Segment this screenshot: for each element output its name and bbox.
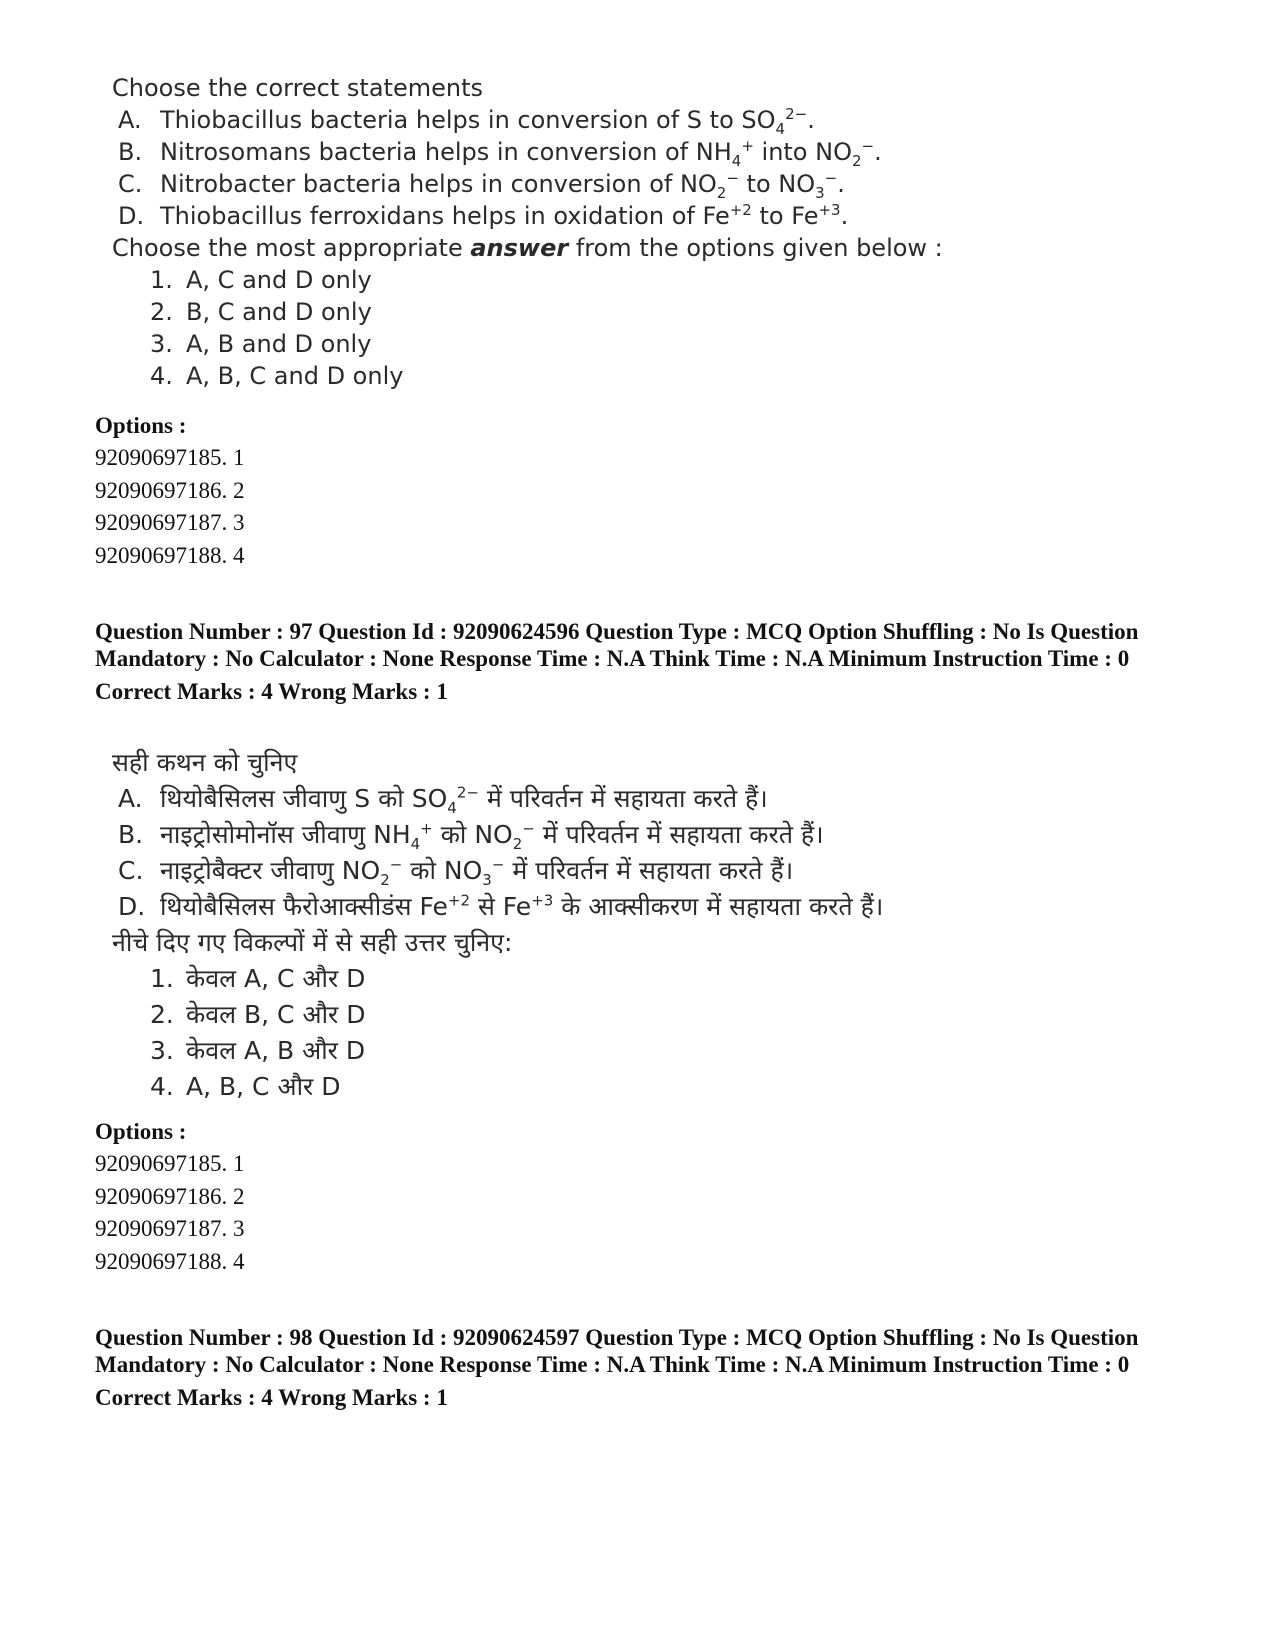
statement-c: C. Nitrobacter bacteria helps in conversion of $NO_2^-$ to $NO_3^-$. [118, 169, 845, 202]
question-instruction: नीचे दिए गए विकल्पों में से सही उत्तर चुनिए: [112, 928, 513, 957]
statement-b: B. Nitrosomans bacteria helps in conversion of $NH_4^+$ into $NO_2^-$. [118, 137, 882, 170]
statement-letter: B. [118, 138, 143, 166]
option-item: 92090697185. 1 [95, 445, 245, 470]
option-item: 92090697185. 1 [95, 1151, 245, 1176]
choice-2: 2. केवल B, C और D [150, 1000, 366, 1029]
question-98-meta [95, 1324, 1195, 1411]
question-title: Choose the correct statements [112, 74, 483, 102]
options-label: Options : [95, 413, 187, 438]
question-97-options [95, 1116, 245, 1278]
statement-letter: B. [118, 820, 144, 849]
choice-4: 4. A, B, C and D only [150, 362, 404, 390]
option-item: 92090697186. 2 [95, 477, 245, 503]
question-97-meta [95, 618, 1195, 705]
statement-d: D. Thiobacillus ferroxidans helps in oxidation of $Fe^{+2}$ to $Fe^{+3}$. [118, 201, 849, 230]
option-item: 92090697188. 4 [95, 1248, 245, 1274]
choice-3: 3. केवल A, B और D [150, 1036, 366, 1065]
question-marks: Correct Marks : 4 Wrong Marks : 1 [95, 1385, 448, 1410]
statement-letter: C. [118, 856, 144, 885]
question-96-options [95, 410, 245, 572]
choice-1: 1. A, C and D only [150, 266, 372, 294]
choice-3: 3. A, B and D only [150, 330, 372, 358]
choice-1: 1. केवल A, C और D [150, 964, 366, 993]
statement-a: A. थियोबैसिलस जीवाणु S को $SO_4^{2-}$ में परिवर्तन में सहायता करते हैं। [118, 781, 883, 817]
question-instruction: Choose the most appropriate answer from the options given below : [112, 234, 943, 262]
options-label: Options : [95, 1119, 187, 1144]
option-item: 92090697187. 3 [95, 1216, 245, 1241]
statement-a: A. Thiobacillus bacteria helps in conversion of S to $SO_4^{2-}$. [118, 105, 815, 138]
option-item: 92090697188. 4 [95, 542, 245, 568]
statement-d: D. थियोबैसिलस फैरोआक्सीडंस $Fe^{+2}$ से $Fe^{+3}$ के आक्सीकरण में सहायता करते हैं। [118, 889, 883, 925]
statement-letter: C. [118, 170, 143, 198]
option-item: 92090697186. 2 [95, 1183, 245, 1209]
choice-4: 4. A, B, C और D [150, 1072, 341, 1101]
statement-letter: A. [118, 784, 143, 813]
statement-letter: D. [118, 202, 145, 230]
question-header: Question Number : 98 Question Id : 92090624597 Question Type : MCQ Option Shuffling : No Is Question Mandatory : No Calculator : None Response Time : N.A Think Time : N.A Minimum Instruction Time : 0 [95, 1325, 1139, 1377]
question-97-image [112, 745, 883, 1105]
question-title: सही कथन को चुनिए [112, 748, 298, 777]
statement-c: C. नाइट्रोबैक्टर जीवाणु $NO_2^-$ को $NO_3^-$ में परिवर्तन में सहायता करते हैं। [118, 853, 883, 889]
option-item: 92090697187. 3 [95, 510, 245, 535]
statement-letter: A. [118, 106, 142, 134]
question-marks: Correct Marks : 4 Wrong Marks : 1 [95, 679, 448, 704]
question-96-image [112, 72, 943, 392]
statement-letter: D. [118, 892, 146, 921]
statement-b: B. नाइट्रोसोमोनॉस जीवाणु $NH_4^+$ को $NO_2^-$ में परिवर्तन में सहायता करते हैं। [118, 817, 883, 853]
choice-2: 2. B, C and D only [150, 298, 372, 326]
question-header: Question Number : 97 Question Id : 92090624596 Question Type : MCQ Option Shuffling : No Is Question Mandatory : No Calculator : None Response Time : N.A Think Time : N.A Minimum Instruction Time : 0 [95, 619, 1139, 671]
